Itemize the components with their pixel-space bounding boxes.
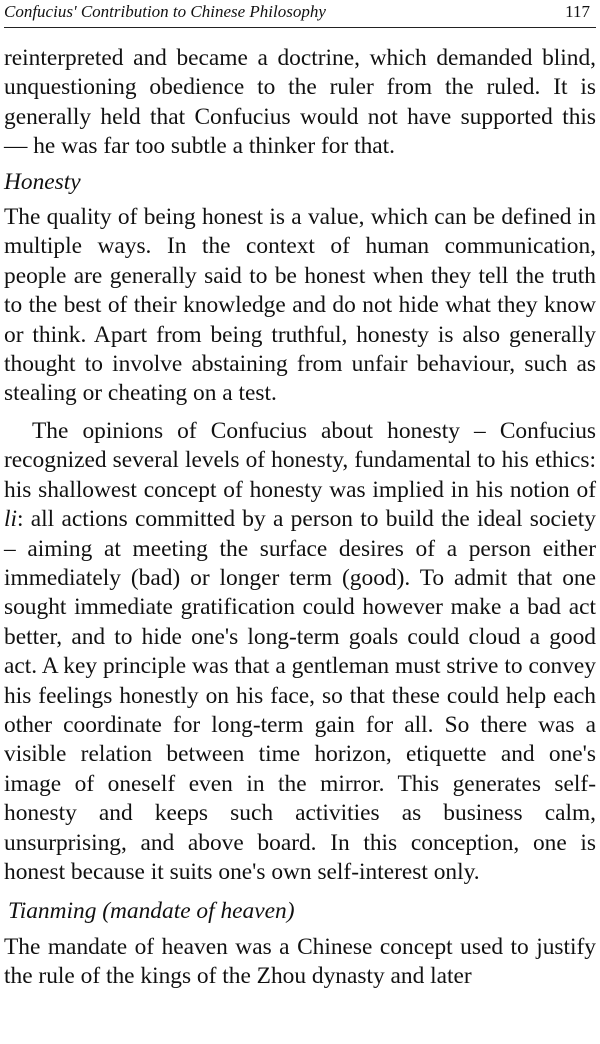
page-number: 117 <box>565 2 590 21</box>
paragraph-mandate-of-heaven: The mandate of heaven was a Chinese concept used to justify the rule of the kings of the Zhou dynasty and later <box>4 933 596 990</box>
running-header <box>4 0 596 24</box>
paragraph-continuation: reinterpreted and became a doctrine, which demanded blind, unquestioning obedience to the ruler from the ruled. It is generally held that Confucius would not have supported this — he was far too subtle a thinker for that. <box>4 45 596 160</box>
running-title: Confucius' Contribution to Chinese Philosophy <box>4 2 326 21</box>
section-heading-tianming: Tianming (mandate of heaven) <box>8 898 295 925</box>
header-rule <box>4 27 596 28</box>
paragraph-text-part-2: : all actions committed by a person to build the ideal society – aiming at meeting the surface desires of a person either immediately (bad) or longer term (good). To admit that one sought immediate gratification could however make a bad act better, and to hide one's long-term goals could cloud a good act. A key principle was that a gentleman must strive to convey his feelings honestly on his face, so that these could help each other coordinate for long-term gain for all. So there was a visible relation between time horizon, etiquette and one's image of oneself even in the mirror. This generates self-honesty and keeps such activities as business calm, unsurprising, and above board. In this conception, one is honest because it suits one's own self-interest only. <box>4 506 596 885</box>
body-text <box>4 44 596 992</box>
paragraph-text-part-1: The opinions of Confucius about honesty – Confucius recognized several levels of honesty, fundamental to his ethics: his shallowest concept of honesty was implied in his notion of <box>4 417 596 503</box>
section-heading-honesty: Honesty <box>4 168 81 195</box>
term-li: li <box>4 506 17 533</box>
paragraph-honesty-definition: The quality of being honest is a value, which can be defined in multiple ways. In the context of human communication, people are generally said to be honest when they tell the truth to the best of their knowledge and do not hide what they know or think. Apart from being truthful, honesty is also generally thought to involve abstaining from unfair behaviour, such as stealing or cheating on a test. <box>4 204 596 407</box>
book-page <box>4 0 596 1044</box>
paragraph-confucius-honesty <box>4 417 596 888</box>
